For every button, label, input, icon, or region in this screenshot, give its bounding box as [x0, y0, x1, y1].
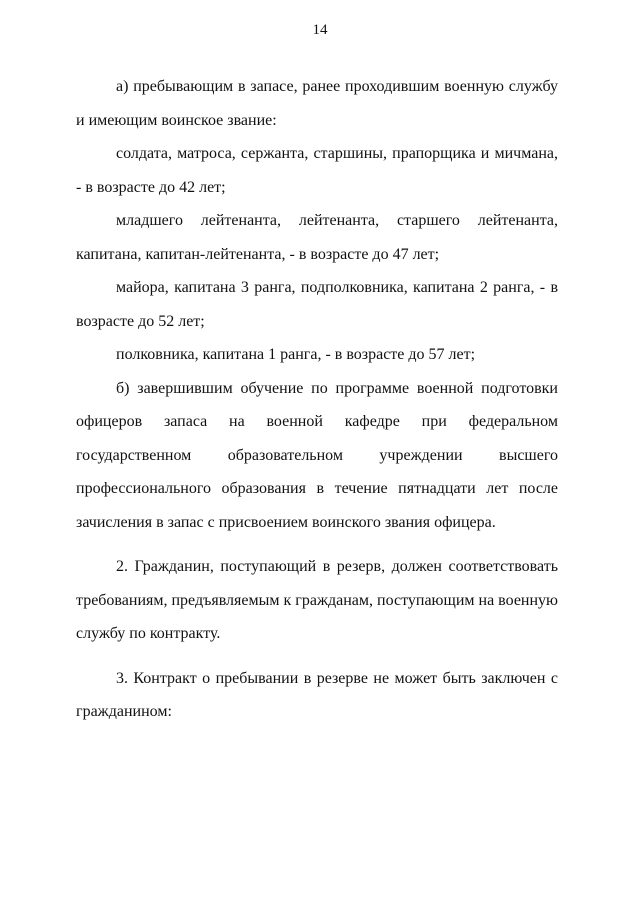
paragraph-3-contract-restrictions: 3. Контракт о пребывании в резерве не может быть заключен с гражданином:: [76, 669, 558, 720]
paragraph-junior-officer-ranks-age: младшего лейтенанта, лейтенанта, старшего лейтенанта, капитана, капитан-лейтенанта, - в возрасте до 47 лет;: [76, 212, 558, 263]
page-number: 14: [312, 22, 328, 38]
paragraph-senior-officer-ranks-age: майора, капитана 3 ранга, подполковника, капитана 2 ранга, - в возрасте до 52 лет;: [76, 279, 558, 330]
paragraph-b-military-training-graduates: б) завершившим обучение по программе военной подготовки офицеров запаса на военной кафедре при федеральном государственном образовательном учреждении высшего профессионального образования в течение пятнадцати лет после зачисления в запас с присвоением воинского звания офицера.: [76, 379, 558, 531]
paragraph-2-contract-requirements: 2. Гражданин, поступающий в резерв, должен соответствовать требованиям, предъявляемым к гражданам, поступающим на военную службу по контракту.: [76, 558, 558, 642]
paragraph-a-reserve-servicemen: а) пребывающим в запасе, ранее проходившим военную службу и имеющим воинское звание:: [76, 78, 558, 129]
document-body: [76, 70, 558, 729]
paragraph-colonel-ranks-age: полковника, капитана 1 ранга, - в возрасте до 57 лет;: [116, 346, 476, 363]
paragraph-soldier-ranks-age: солдата, матроса, сержанта, старшины, прапорщика и мичмана, - в возрасте до 42 лет;: [76, 145, 558, 196]
